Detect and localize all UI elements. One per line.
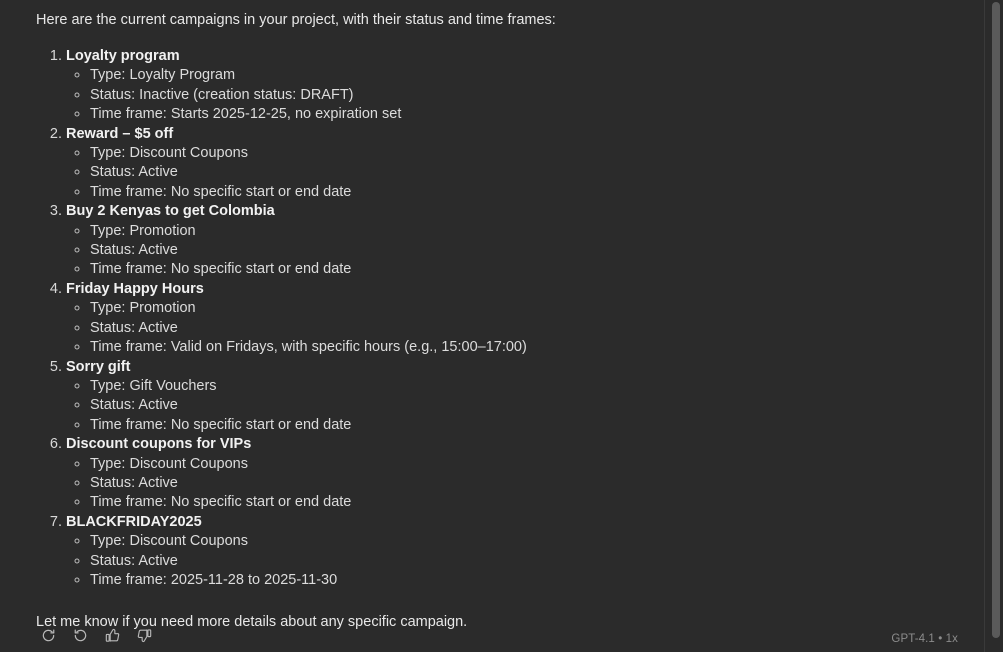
list-item	[66, 125, 970, 203]
campaign-details	[66, 222, 970, 280]
detail-timeframe: ◦ Time frame: No specific start or end date	[90, 416, 970, 435]
detail-status: ◦ Status: Active	[90, 396, 970, 415]
campaign-details	[66, 66, 970, 124]
detail-type: ◦ Type: Gift Vouchers	[90, 377, 970, 396]
regenerate-button[interactable]	[36, 623, 60, 647]
campaign-title: Loyalty program	[66, 48, 180, 65]
detail-type: ◦ Type: Promotion	[90, 222, 970, 241]
campaign-details	[66, 299, 970, 357]
campaign-title: BLACKFRIDAY2025	[66, 513, 202, 530]
detail-timeframe: ◦ Time frame: Starts 2025-12-25, no expiration set	[90, 105, 970, 124]
outro-text: Let me know if you need more details about any specific campaign.	[36, 614, 468, 631]
detail-timeframe: ◦ Time frame: No specific start or end date	[90, 183, 970, 202]
list-item	[66, 513, 970, 591]
detail-status: ◦ Status: Active	[90, 552, 970, 571]
detail-status: ◦ Status: Active	[90, 474, 970, 493]
detail-type: ◦ Type: Loyalty Program	[90, 66, 970, 85]
detail-timeframe: ◦ Time frame: Valid on Fridays, with specific hours (e.g., 15:00–17:00)	[90, 338, 970, 357]
model-label: GPT-4.1 • 1x	[891, 633, 958, 645]
detail-type: ◦ Type: Discount Coupons	[90, 532, 970, 551]
campaign-details	[66, 377, 970, 435]
campaign-title: Reward – $5 off	[66, 125, 174, 142]
detail-status: ◦ Status: Active	[90, 163, 970, 182]
scrollbar-thumb[interactable]	[992, 2, 1000, 638]
campaign-list	[0, 47, 970, 590]
campaign-details	[66, 144, 970, 202]
detail-type: ◦ Type: Promotion	[90, 299, 970, 318]
message-action-bar	[36, 623, 156, 647]
thumbs-up-button[interactable]	[100, 623, 124, 647]
detail-type: ◦ Type: Discount Coupons	[90, 144, 970, 163]
list-item	[66, 47, 970, 125]
list-item	[66, 435, 970, 513]
detail-status: ◦ Status: Inactive (creation status: DRAFT)	[90, 86, 970, 105]
list-item	[66, 280, 970, 358]
detail-type: ◦ Type: Discount Coupons	[90, 455, 970, 474]
detail-timeframe: ◦ Time frame: No specific start or end date	[90, 493, 970, 512]
refresh-icon	[41, 628, 56, 643]
thumbs-down-icon	[137, 628, 152, 643]
list-item	[66, 358, 970, 436]
detail-status: ◦ Status: Active	[90, 319, 970, 338]
scrollbar-track[interactable]	[989, 0, 1003, 652]
thumbs-up-icon	[105, 628, 120, 643]
retry-button[interactable]	[68, 623, 92, 647]
undo-icon	[73, 628, 88, 643]
list-item	[66, 202, 970, 280]
thumbs-down-button[interactable]	[132, 623, 156, 647]
campaign-title: Buy 2 Kenyas to get Colombia	[66, 203, 275, 220]
campaign-title: Friday Happy Hours	[66, 280, 204, 297]
detail-status: ◦ Status: Active	[90, 241, 970, 260]
campaign-details	[66, 532, 970, 590]
intro-text: Here are the current campaigns in your project, with their status and time frames:	[36, 12, 556, 28]
panel-divider	[984, 0, 985, 652]
detail-timeframe: ◦ Time frame: No specific start or end date	[90, 260, 970, 279]
campaign-details	[66, 455, 970, 513]
detail-timeframe: ◦ Time frame: 2025-11-28 to 2025-11-30	[90, 571, 970, 590]
campaign-title: Sorry gift	[66, 358, 131, 375]
campaign-title: Discount coupons for VIPs	[66, 436, 252, 453]
